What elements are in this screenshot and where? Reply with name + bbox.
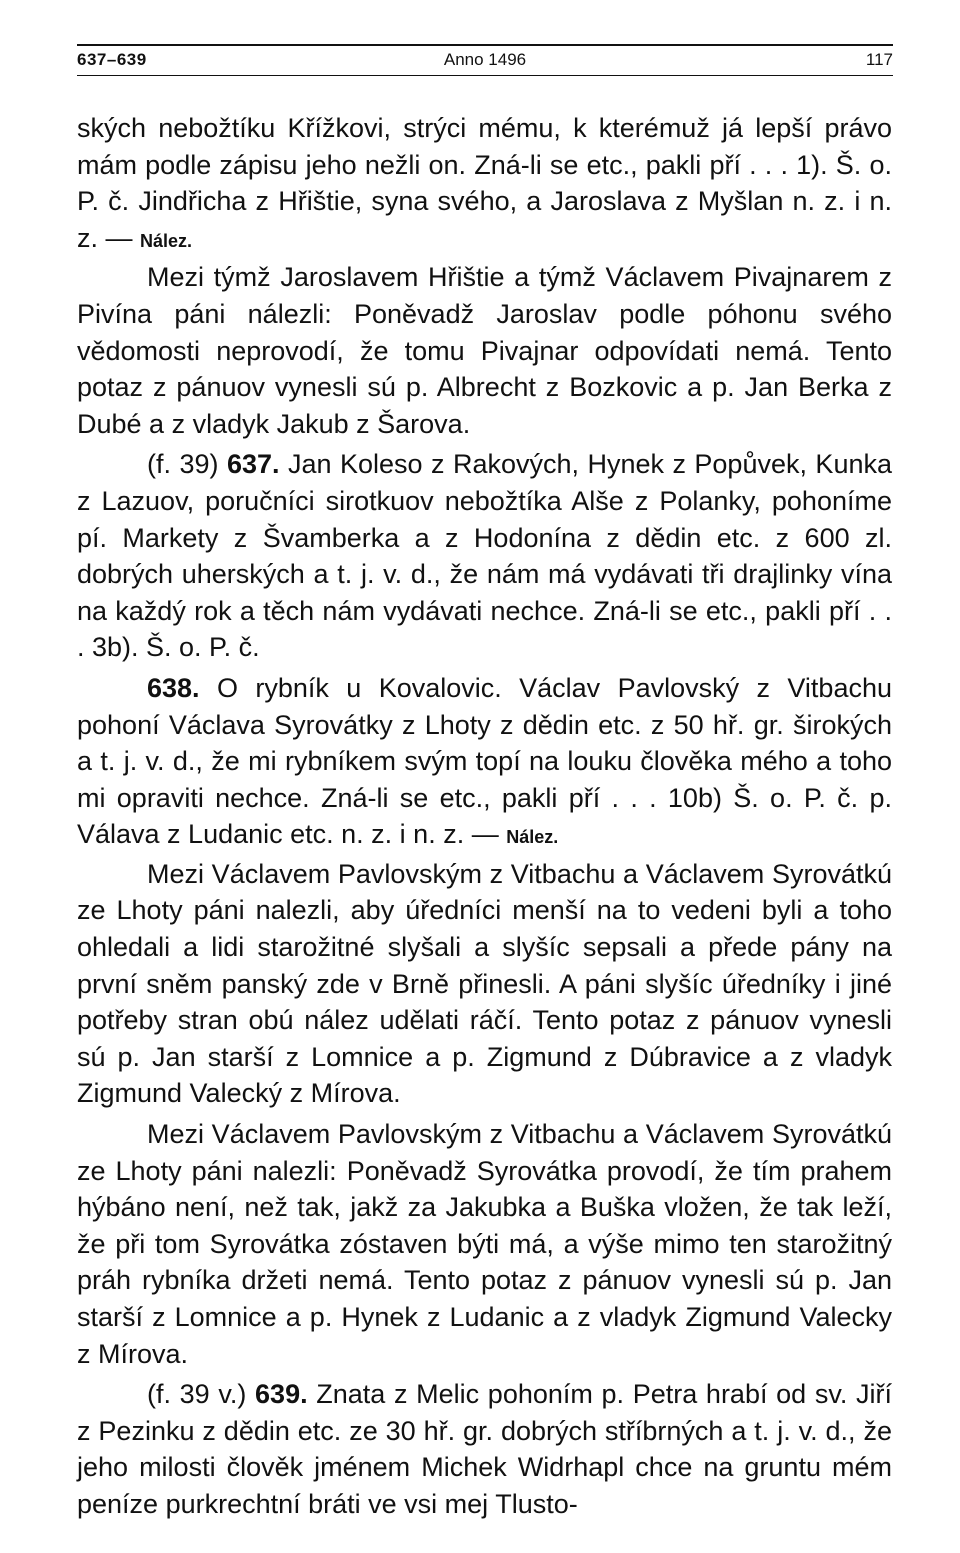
paragraph-text: O rybník u Kovalovic. Václav Pavlovský z Vitbachu pohoní Václava Syrovátky z Lhoty z dědin etc. z 50 hř. gr. širokých a t. j. v. d., že mi rybníkem svým topí na louku člověka mého a toho mi opraviti nechce. Zná-li se etc., pakli pří . . . 10b) Š. o. P. č. p. Válava z Ludanic etc. n. z. i n. z. — — [77, 672, 892, 850]
paragraph-verdict — [77, 1116, 892, 1372]
entry-number: 637. — [226, 449, 280, 480]
entry-637 — [77, 446, 892, 666]
paragraph-text: Znata z Melic pohoním p. Petra hrabí od sv. Jiří z Pezinku z dědin etc. ze 30 hř. gr. dobrých stříbrných a t. j. v. d., že jeho milosti člověk jménem Michek Widrhapl chce na gruntu mém peníze purkrechtní bráti ve vsi mej Tlusto- — [77, 1379, 892, 1519]
page-number: 117 — [865, 50, 893, 69]
paragraph-text: Mezi Václavem Pavlovským z Vitbachu a Václavem Syrovátkú ze Lhoty páni nalezli, aby úředníci menší na to vedeni byli a toho ohledali a lidi starožitné slyšali a slyšíc sepsali a přede pány na první sněm panský zde v Brně přinesli. A páni slyšíc úředníky i jiné potřeby stran obú nález udělati ráčí. Tento potaz z pánuov vynesli sú p. Jan starší z Lomnice a p. Zigmund z Dúbravice a z vladyk Zigmund Valecký z Mírova. — [77, 858, 892, 1109]
entry-number: 639. — [255, 1379, 308, 1410]
paragraph-text: Jan Koleso z Rakových, Hynek z Popůvek, Kunka z Lazuov, poručníci sirotkuov nebožtíka Alše z Polanky, pohoníme pí. Markety z Švamberka a z Hodonína z dědin etc. z 600 zl. dobrých uherských a t. j. v. d., že nám má vydávati tři drajlinky vína na každý rok a těch nám vydávati nechce. Zná-li se etc., pakli pří . . . 3b). Š. o. P. č. — [77, 449, 892, 663]
folio-reference: (f. 39 v.) — [147, 1379, 247, 1410]
entry-638 — [77, 670, 892, 856]
header-title: Anno 1496 — [443, 50, 527, 69]
folio-reference: (f. 39) — [147, 449, 219, 480]
verdict-label: Nález. — [506, 827, 559, 848]
paragraph-verdict — [77, 259, 892, 442]
paragraph-continuation — [77, 110, 892, 259]
header-rule-bottom — [77, 75, 893, 76]
paragraph-text: ských nebožtíku Křížkovi, strýci mému, k kterémuž já lepší právo mám podle zápisu jeho nežli on. Zná-li se etc., pakli pří . . . 1). Š. o. P. č. Jindřicha z Hřištie, syna svého, a Jaroslava z Myšlan n. z. i n. z. — — [77, 113, 892, 253]
paragraph-text: Mezi týmž Jaroslavem Hřištie a týmž Václavem Pivajnarem z Pivína páni nálezli: Poněvadž Jaroslav podle póhonu svého vědomosti neprovodí, že tomu Pivajnar odpovídati nemá. Tento potaz z pánuov vynesli sú p. Albrecht z Bozkovic a p. Jan Berka z Dubé a z vladyk Jakub z Šarova. — [77, 262, 892, 439]
header-rule-top — [77, 44, 893, 46]
entry-range: 637–639 — [77, 50, 147, 69]
running-header — [77, 44, 893, 72]
paragraph-verdict — [77, 856, 892, 1112]
paragraph-text: Mezi Václavem Pavlovským z Vitbachu a Václavem Syrovátkú ze Lhoty páni nalezli: Poněvadž Syrovátka provodí, že tím prahem hýbáno není, než tak, jakž za Jakubka a Buška vložen, že tak leží, že při tom Syrovátka zóstaven býti má, a výše mimo ten starožitný práh rybníka držeti nemá. Tento potaz z pánuov vynesli sú p. Jan starší z Lomnice a p. Hynek z Ludanic a z vladyk Zigmund Valecky z Mírova. — [77, 1119, 892, 1369]
body-text — [77, 110, 892, 1523]
entry-639 — [77, 1376, 892, 1522]
entry-number: 638. — [147, 672, 200, 703]
verdict-label: Nález. — [140, 230, 193, 251]
